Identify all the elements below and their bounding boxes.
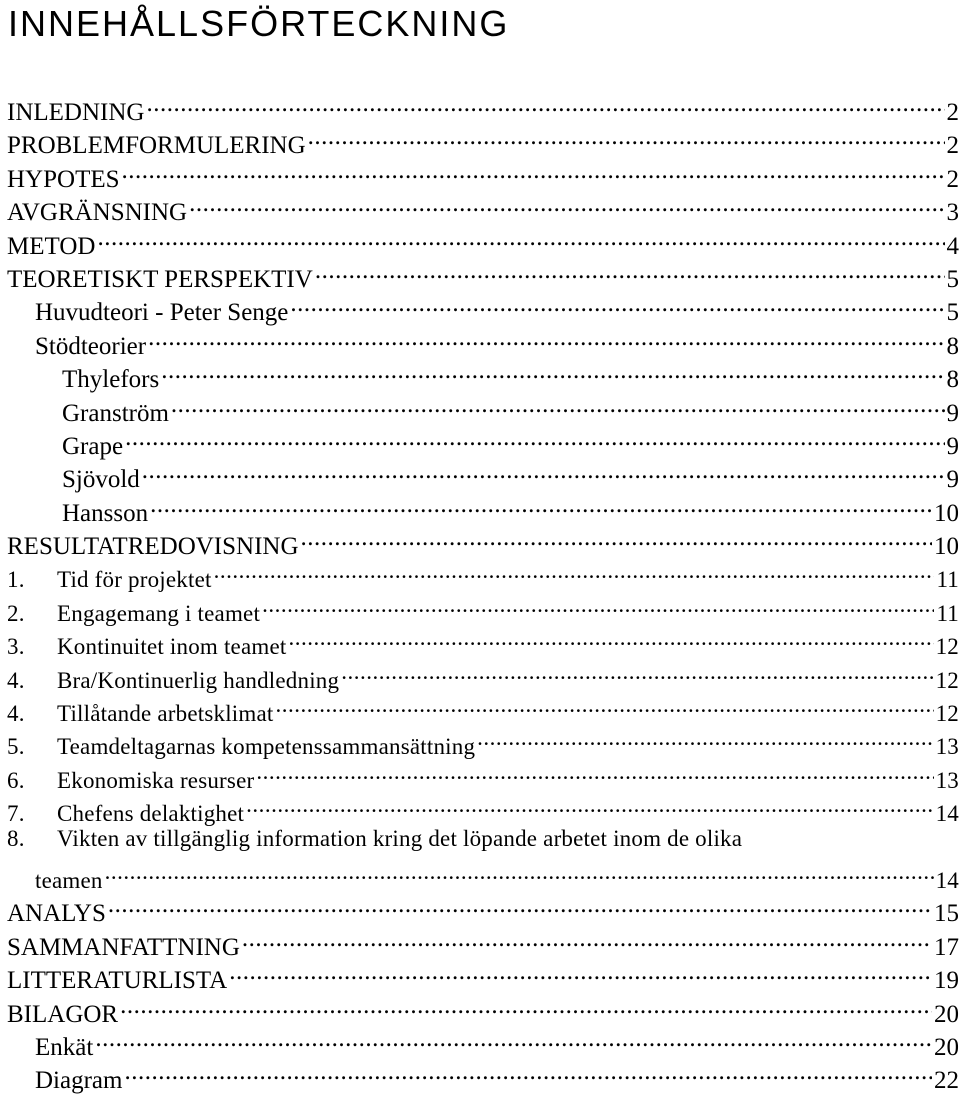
toc-entry-label: Chefens delaktighet xyxy=(57,801,245,827)
toc-entry-label: PROBLEMFORMULERING xyxy=(7,132,306,160)
toc-entry[interactable] xyxy=(0,822,960,855)
toc-dot-leader xyxy=(161,354,944,387)
toc-entry-label: Tillåtande arbetsklimat xyxy=(57,701,274,727)
toc-entry-page-number: 12 xyxy=(935,701,959,727)
toc-entry[interactable] xyxy=(0,788,960,827)
toc-entry[interactable] xyxy=(0,1022,960,1061)
toc-entry-label: teamen xyxy=(35,867,103,893)
toc-entry-page-number: 2 xyxy=(946,165,959,193)
toc-entry[interactable] xyxy=(0,87,960,126)
toc-entry-page-number: 9 xyxy=(946,399,959,427)
toc-dot-leader xyxy=(275,688,933,721)
toc-entry[interactable] xyxy=(0,888,960,928)
toc-entry-label: SAMMANFATTNING xyxy=(7,933,240,961)
toc-entry[interactable] xyxy=(0,721,960,760)
toc-entry-label: Stödteorier xyxy=(35,332,147,360)
toc-entry[interactable] xyxy=(0,154,960,193)
toc-entry-label: Granström xyxy=(62,399,169,427)
toc-dot-leader xyxy=(146,87,944,120)
toc-entry-line xyxy=(7,822,959,855)
toc-entry-page-number: 12 xyxy=(935,667,959,693)
toc-entry[interactable] xyxy=(0,688,960,727)
toc-entry[interactable] xyxy=(0,588,960,626)
toc-dot-leader xyxy=(308,120,945,153)
toc-entry-number: 2. xyxy=(7,600,25,626)
toc-entry-page-number: 8 xyxy=(946,332,959,360)
toc-dot-leader xyxy=(242,922,932,955)
toc-entry-page-number: 20 xyxy=(934,1033,959,1061)
toc-entry-page-number: 11 xyxy=(936,600,959,626)
toc-dot-leader xyxy=(246,788,933,821)
toc-entry-label: Grape xyxy=(62,432,124,460)
toc-entry[interactable] xyxy=(0,120,960,160)
toc-dot-leader xyxy=(229,955,932,988)
toc-entry-label: ANALYS xyxy=(7,900,106,928)
toc-entry-line xyxy=(35,1055,959,1097)
toc-entry[interactable] xyxy=(0,554,960,593)
toc-entry-label: Tid för projektet xyxy=(57,567,212,593)
toc-dot-leader xyxy=(214,554,935,587)
toc-entry[interactable] xyxy=(0,388,960,427)
toc-entry-page-number: 9 xyxy=(946,432,959,460)
toc-dot-leader xyxy=(288,621,933,654)
page-title: INNEHÅLLSFÖRTECKNING xyxy=(8,3,510,44)
toc-entry[interactable] xyxy=(0,989,960,1028)
toc-entry-number: 3. xyxy=(7,634,25,660)
toc-entry[interactable] xyxy=(0,855,960,893)
toc-entry-page-number: 3 xyxy=(946,199,959,227)
toc-entry-number: 4. xyxy=(7,667,25,693)
toc-entry[interactable] xyxy=(0,187,960,227)
toc-dot-leader xyxy=(124,1055,932,1088)
toc-entry-page-number: 2 xyxy=(946,99,959,126)
toc-dot-leader xyxy=(142,454,945,487)
toc-entry-label: Kontinuitet inom teamet xyxy=(57,634,287,660)
toc-entry-page-number: 2 xyxy=(946,132,959,160)
toc-entry-label: Sjövold xyxy=(62,466,140,494)
toc-entry[interactable] xyxy=(0,221,960,260)
toc-entry-page-number: 5 xyxy=(946,299,959,327)
toc-entry[interactable] xyxy=(0,454,960,494)
toc-entry-page-number: 20 xyxy=(934,1000,959,1028)
toc-entry-label: Huvudteori - Peter Senge xyxy=(35,299,289,327)
toc-entry-page-number: 15 xyxy=(934,900,959,928)
toc-entry[interactable] xyxy=(0,955,960,995)
toc-entry-page-number: 8 xyxy=(946,366,959,394)
toc-entry[interactable] xyxy=(0,254,960,293)
toc-entry-label: Bra/Kontinuerlig handledning xyxy=(57,667,340,693)
toc-dot-leader xyxy=(150,488,932,521)
toc-entry-page-number: 5 xyxy=(946,265,959,293)
toc-dot-leader xyxy=(341,655,933,688)
toc-entry-number: 4. xyxy=(7,701,25,727)
toc-entry[interactable] xyxy=(0,922,960,961)
toc-entry-label: RESULTATREDOVISNING xyxy=(7,533,299,561)
toc-entry[interactable] xyxy=(0,287,960,327)
toc-dot-leader xyxy=(301,521,932,554)
toc-entry[interactable] xyxy=(0,621,960,660)
toc-entry-label: Engagemang i teamet xyxy=(57,600,261,626)
toc-entry-label: Enkät xyxy=(35,1033,94,1061)
toc-entry-page-number: 4 xyxy=(946,232,959,260)
toc-dot-leader xyxy=(105,855,934,888)
toc-entry-label: Thylefors xyxy=(62,366,160,394)
toc-dot-leader xyxy=(171,388,945,421)
toc-entry-page-number: 12 xyxy=(935,634,959,660)
toc-entry-page-number: 14 xyxy=(935,801,959,827)
toc-entry[interactable] xyxy=(0,755,960,793)
toc-entry-number: 1. xyxy=(7,567,25,593)
toc-entry-page-number: 13 xyxy=(935,767,959,793)
toc-dot-leader xyxy=(189,187,944,220)
toc-entry-label: HYPOTES xyxy=(7,165,120,193)
toc-dot-leader xyxy=(256,755,933,788)
toc-entry[interactable] xyxy=(0,1055,960,1095)
toc-entry-label: Teamdeltagarnas kompetenssammansättning xyxy=(57,734,476,760)
toc-entry-number: 5. xyxy=(7,734,25,760)
toc-dot-leader xyxy=(122,154,945,187)
toc-entry[interactable] xyxy=(0,488,960,527)
toc-entry-label: BILAGOR xyxy=(7,1000,119,1028)
toc-dot-leader xyxy=(97,221,944,254)
toc-entry-label: METOD xyxy=(7,232,96,260)
toc-entry[interactable] xyxy=(0,421,960,460)
toc-entry-page-number: 17 xyxy=(934,933,959,961)
toc-dot-leader xyxy=(290,287,944,320)
toc-dot-leader xyxy=(477,721,933,754)
toc-entry-label: Vikten av tillgänglig information kring det löpande arbetet inom de olika xyxy=(57,825,743,851)
toc-dot-leader xyxy=(95,1022,932,1055)
toc-entry-label: TEORETISKT PERSPEKTIV xyxy=(7,265,313,293)
toc-dot-leader xyxy=(262,588,934,621)
toc-dot-leader xyxy=(315,254,945,287)
toc-entry-label: LITTERATURLISTA xyxy=(7,967,228,995)
toc-entry-page-number: 22 xyxy=(934,1067,959,1095)
toc-entry-page-number: 10 xyxy=(934,499,959,527)
toc-entry-label: INLEDNING xyxy=(7,99,145,126)
toc-entry-page-number: 9 xyxy=(946,466,959,494)
toc-entry-label: Hansson xyxy=(62,499,149,527)
toc-entry-number: 7. xyxy=(7,801,25,827)
toc-entry-number: 8. xyxy=(7,825,25,851)
toc-entry-number: 6. xyxy=(7,767,25,793)
toc-entry-page-number: 11 xyxy=(936,567,959,593)
toc-entry[interactable] xyxy=(0,354,960,394)
table-of-contents xyxy=(0,87,960,1095)
toc-dot-leader xyxy=(120,989,932,1022)
toc-entry-label: AVGRÄNSNING xyxy=(7,199,188,227)
toc-entry[interactable] xyxy=(0,655,960,693)
toc-dot-leader xyxy=(125,421,944,454)
toc-entry[interactable] xyxy=(0,321,960,360)
toc-dot-leader xyxy=(108,888,932,921)
toc-entry-page-number: 10 xyxy=(934,533,959,561)
toc-entry-page-number: 14 xyxy=(935,867,959,893)
toc-entry[interactable] xyxy=(0,521,960,561)
toc-entry-label: Diagram xyxy=(35,1067,123,1095)
toc-dot-leader xyxy=(148,321,944,354)
toc-entry-page-number: 13 xyxy=(935,734,959,760)
toc-entry-page-number: 19 xyxy=(934,967,959,995)
toc-entry-label: Ekonomiska resurser xyxy=(57,767,255,793)
